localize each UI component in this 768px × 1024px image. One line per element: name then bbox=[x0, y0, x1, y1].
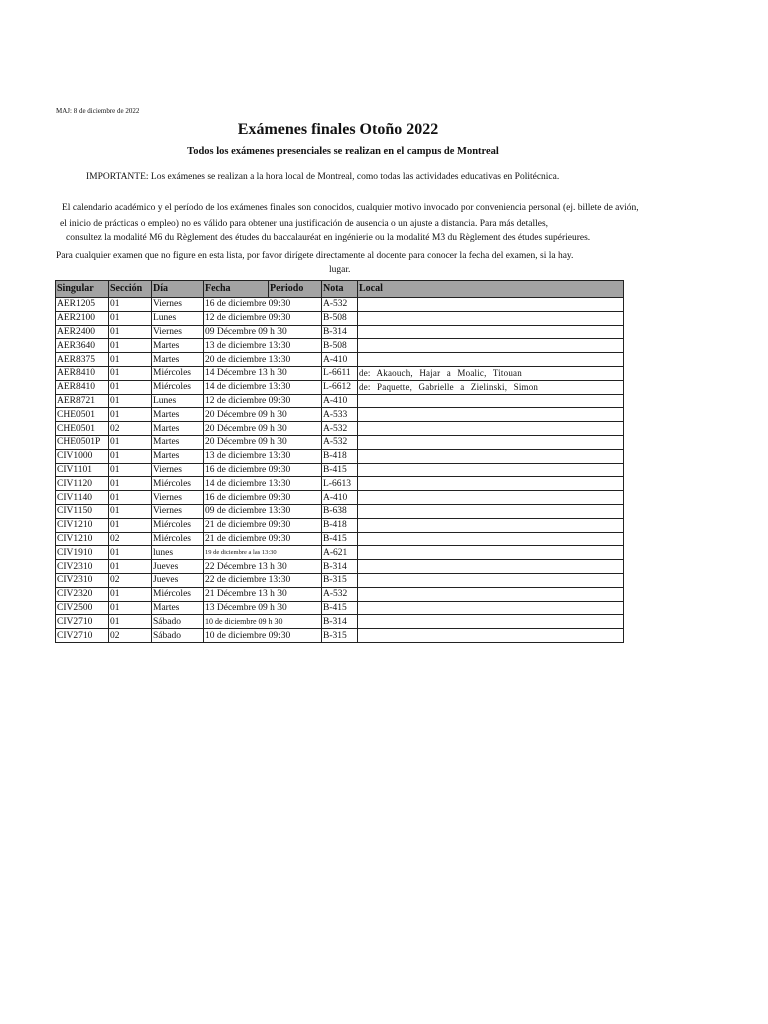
cell-seccion: 01 bbox=[109, 560, 152, 574]
table-row bbox=[56, 298, 624, 312]
cell-fecha: 13 Décembre 09 h 30 bbox=[204, 601, 322, 615]
cell-fecha: 21 Décembre 13 h 30 bbox=[204, 587, 322, 601]
table-row bbox=[56, 463, 624, 477]
cell-singular: CIV2320 bbox=[56, 587, 109, 601]
column-header-periodo: Periodo bbox=[269, 281, 322, 298]
cell-singular: CIV1000 bbox=[56, 449, 109, 463]
table-row bbox=[56, 394, 624, 408]
cell-local: de: Paquette, Gabrielle a Zielinski, Simon bbox=[358, 380, 624, 394]
cell-nota: B-418 bbox=[322, 518, 358, 532]
cell-seccion: 02 bbox=[109, 573, 152, 587]
page-subtitle: Todos los exámenes presenciales se realizan en el campus de Montreal bbox=[187, 146, 499, 157]
table-row bbox=[56, 477, 624, 491]
cell-nota: B-315 bbox=[322, 629, 358, 643]
cell-singular: CIV1910 bbox=[56, 546, 109, 560]
cell-seccion: 01 bbox=[109, 353, 152, 367]
cell-dia: Jueves bbox=[152, 573, 204, 587]
cell-singular: AER8410 bbox=[56, 366, 109, 380]
cell-seccion: 01 bbox=[109, 587, 152, 601]
policy-paragraph-line-3: consultez la modalité M6 du Règlement des études du baccalauréat en ingénierie ou la modalité M3 du Règlement des études supérieures. bbox=[66, 233, 591, 243]
table-row bbox=[56, 449, 624, 463]
cell-local bbox=[358, 601, 624, 615]
cell-seccion: 02 bbox=[109, 422, 152, 436]
cell-nota: B-415 bbox=[322, 601, 358, 615]
cell-fecha: 10 de diciembre 09:30 bbox=[204, 629, 322, 643]
cell-nota: B-314 bbox=[322, 325, 358, 339]
cell-fecha: 16 de diciembre 09:30 bbox=[204, 491, 322, 505]
cell-dia: Viernes bbox=[152, 463, 204, 477]
cell-fecha: 20 Décembre 09 h 30 bbox=[204, 422, 322, 436]
cell-singular: CIV2310 bbox=[56, 560, 109, 574]
exam-table-body bbox=[56, 298, 624, 643]
cell-fecha: 22 Décembre 13 h 30 bbox=[204, 560, 322, 574]
cell-seccion: 02 bbox=[109, 532, 152, 546]
table-row bbox=[56, 560, 624, 574]
cell-fecha: 14 de diciembre 13:30 bbox=[204, 477, 322, 491]
cell-fecha: 21 de diciembre 09:30 bbox=[204, 518, 322, 532]
cell-seccion: 01 bbox=[109, 615, 152, 629]
column-header-local: Local bbox=[358, 281, 624, 298]
table-header-row bbox=[56, 281, 624, 298]
cell-seccion: 01 bbox=[109, 298, 152, 312]
cell-nota: A-532 bbox=[322, 435, 358, 449]
cell-dia: Jueves bbox=[152, 560, 204, 574]
table-row bbox=[56, 408, 624, 422]
cell-seccion: 01 bbox=[109, 408, 152, 422]
cell-seccion: 01 bbox=[109, 435, 152, 449]
missing-exam-notice: Para cualquier examen que no figure en esta lista, por favor dirígete directamente al docente para conocer la fecha del examen, si la hay. bbox=[56, 251, 574, 261]
column-header-seccion: Sección bbox=[109, 281, 152, 298]
cell-local bbox=[358, 435, 624, 449]
table-row bbox=[56, 573, 624, 587]
table-row bbox=[56, 366, 624, 380]
cell-singular: CHE0501 bbox=[56, 408, 109, 422]
cell-seccion: 01 bbox=[109, 380, 152, 394]
cell-dia: Miércoles bbox=[152, 587, 204, 601]
cell-nota: B-314 bbox=[322, 560, 358, 574]
cell-singular: CIV1101 bbox=[56, 463, 109, 477]
cell-singular: AER8375 bbox=[56, 353, 109, 367]
column-header-nota: Nota bbox=[322, 281, 358, 298]
cell-local bbox=[358, 491, 624, 505]
cell-local bbox=[358, 477, 624, 491]
cell-fecha: 16 de diciembre 09:30 bbox=[204, 298, 322, 312]
cell-local bbox=[358, 587, 624, 601]
cell-fecha: 10 de diciembre 09 h 30 bbox=[204, 615, 322, 629]
cell-nota: B-418 bbox=[322, 449, 358, 463]
policy-paragraph-line-2: el inicio de prácticas o empleo) no es válido para obtener una justificación de ausencia o un ajuste a distancia. Para más detalles, bbox=[60, 219, 549, 229]
cell-fecha: 20 Décembre 09 h 30 bbox=[204, 408, 322, 422]
cell-dia: Martes bbox=[152, 353, 204, 367]
cell-dia: Viernes bbox=[152, 298, 204, 312]
cell-singular: CIV1120 bbox=[56, 477, 109, 491]
cell-nota: L-6611 bbox=[322, 366, 358, 380]
cell-fecha: 09 Décembre 09 h 30 bbox=[204, 325, 322, 339]
cell-local bbox=[358, 560, 624, 574]
cell-dia: Martes bbox=[152, 601, 204, 615]
missing-exam-notice-end: lugar. bbox=[329, 265, 351, 275]
cell-dia: Miércoles bbox=[152, 380, 204, 394]
cell-fecha: 13 de diciembre 13:30 bbox=[204, 339, 322, 353]
cell-singular: CIV1210 bbox=[56, 518, 109, 532]
cell-singular: AER3640 bbox=[56, 339, 109, 353]
column-header-singular: Singular bbox=[56, 281, 109, 298]
cell-nota: B-508 bbox=[322, 339, 358, 353]
cell-fecha: 20 Décembre 09 h 30 bbox=[204, 435, 322, 449]
cell-local bbox=[358, 449, 624, 463]
cell-local bbox=[358, 532, 624, 546]
update-date: MAJ: 8 de diciembre de 2022 bbox=[56, 107, 140, 115]
cell-singular: CHE0501P bbox=[56, 435, 109, 449]
table-row bbox=[56, 601, 624, 615]
table-row bbox=[56, 380, 624, 394]
cell-singular: AER1205 bbox=[56, 298, 109, 312]
cell-seccion: 01 bbox=[109, 311, 152, 325]
cell-singular: CIV1210 bbox=[56, 532, 109, 546]
cell-fecha: 22 de diciembre 13:30 bbox=[204, 573, 322, 587]
table-row bbox=[56, 353, 624, 367]
cell-nota: A-410 bbox=[322, 394, 358, 408]
cell-singular: CIV1150 bbox=[56, 504, 109, 518]
cell-dia: Viernes bbox=[152, 325, 204, 339]
cell-local bbox=[358, 615, 624, 629]
cell-singular: CIV2310 bbox=[56, 573, 109, 587]
cell-singular: AER2100 bbox=[56, 311, 109, 325]
column-header-dia: Día bbox=[152, 281, 204, 298]
cell-nota: A-532 bbox=[322, 298, 358, 312]
cell-dia: Lunes bbox=[152, 311, 204, 325]
cell-local bbox=[358, 394, 624, 408]
cell-local bbox=[358, 422, 624, 436]
cell-local bbox=[358, 339, 624, 353]
cell-dia: Miércoles bbox=[152, 532, 204, 546]
cell-fecha: 19 de diciembre a las 13:30 bbox=[204, 546, 322, 560]
cell-dia: Martes bbox=[152, 408, 204, 422]
cell-local bbox=[358, 629, 624, 643]
cell-seccion: 01 bbox=[109, 546, 152, 560]
cell-dia: Miércoles bbox=[152, 518, 204, 532]
cell-dia: Sábado bbox=[152, 629, 204, 643]
cell-fecha: 12 de diciembre 09:30 bbox=[204, 311, 322, 325]
cell-seccion: 02 bbox=[109, 629, 152, 643]
cell-nota: B-415 bbox=[322, 463, 358, 477]
cell-seccion: 01 bbox=[109, 477, 152, 491]
cell-fecha: 09 de diciembre 13:30 bbox=[204, 504, 322, 518]
cell-local bbox=[358, 518, 624, 532]
cell-singular: CHE0501 bbox=[56, 422, 109, 436]
cell-local bbox=[358, 311, 624, 325]
table-row bbox=[56, 504, 624, 518]
cell-nota: B-508 bbox=[322, 311, 358, 325]
cell-local bbox=[358, 325, 624, 339]
cell-local bbox=[358, 546, 624, 560]
table-row bbox=[56, 518, 624, 532]
cell-dia: Miércoles bbox=[152, 366, 204, 380]
cell-seccion: 01 bbox=[109, 601, 152, 615]
cell-singular: AER8410 bbox=[56, 380, 109, 394]
cell-dia: Lunes bbox=[152, 394, 204, 408]
cell-dia: Viernes bbox=[152, 491, 204, 505]
cell-nota: B-638 bbox=[322, 504, 358, 518]
cell-dia: Martes bbox=[152, 449, 204, 463]
cell-singular: CIV2710 bbox=[56, 615, 109, 629]
table-row bbox=[56, 339, 624, 353]
cell-dia: Martes bbox=[152, 435, 204, 449]
cell-dia: Sábado bbox=[152, 615, 204, 629]
table-row bbox=[56, 546, 624, 560]
policy-paragraph-line-1: El calendario académico y el período de los exámenes finales son conocidos, cualquier motivo invocado por conveniencia personal (ej. billete de avión, bbox=[62, 203, 639, 213]
cell-local bbox=[358, 353, 624, 367]
table-row bbox=[56, 325, 624, 339]
cell-fecha: 16 de diciembre 09:30 bbox=[204, 463, 322, 477]
cell-dia: Martes bbox=[152, 422, 204, 436]
page-title: Exámenes finales Otoño 2022 bbox=[237, 121, 439, 138]
cell-fecha: 14 de diciembre 13:30 bbox=[204, 380, 322, 394]
cell-nota: A-410 bbox=[322, 353, 358, 367]
cell-nota: A-533 bbox=[322, 408, 358, 422]
cell-nota: A-532 bbox=[322, 422, 358, 436]
cell-seccion: 01 bbox=[109, 339, 152, 353]
cell-fecha: 14 Décembre 13 h 30 bbox=[204, 366, 322, 380]
cell-local: de: Akaouch, Hajar a Moalic, Titouan bbox=[358, 366, 624, 380]
cell-local bbox=[358, 573, 624, 587]
cell-nota: B-314 bbox=[322, 615, 358, 629]
cell-nota: A-410 bbox=[322, 491, 358, 505]
table-row bbox=[56, 629, 624, 643]
cell-dia: Martes bbox=[152, 339, 204, 353]
cell-local bbox=[358, 504, 624, 518]
cell-fecha: 13 de diciembre 13:30 bbox=[204, 449, 322, 463]
column-header-fecha: Fecha bbox=[204, 281, 269, 298]
cell-dia: Viernes bbox=[152, 504, 204, 518]
table-row bbox=[56, 422, 624, 436]
table-row bbox=[56, 491, 624, 505]
cell-nota: A-532 bbox=[322, 587, 358, 601]
cell-fecha: 20 de diciembre 13:30 bbox=[204, 353, 322, 367]
cell-fecha: 21 de diciembre 09:30 bbox=[204, 532, 322, 546]
cell-seccion: 01 bbox=[109, 518, 152, 532]
cell-nota: B-315 bbox=[322, 573, 358, 587]
cell-fecha: 12 de diciembre 09:30 bbox=[204, 394, 322, 408]
cell-seccion: 01 bbox=[109, 491, 152, 505]
cell-singular: CIV2710 bbox=[56, 629, 109, 643]
table-row bbox=[56, 532, 624, 546]
cell-local bbox=[358, 408, 624, 422]
cell-local bbox=[358, 463, 624, 477]
cell-seccion: 01 bbox=[109, 449, 152, 463]
cell-singular: AER8721 bbox=[56, 394, 109, 408]
cell-singular: CIV1140 bbox=[56, 491, 109, 505]
cell-seccion: 01 bbox=[109, 366, 152, 380]
cell-seccion: 01 bbox=[109, 325, 152, 339]
cell-nota: A-621 bbox=[322, 546, 358, 560]
cell-singular: AER2400 bbox=[56, 325, 109, 339]
table-row bbox=[56, 587, 624, 601]
cell-seccion: 01 bbox=[109, 394, 152, 408]
important-notice: IMPORTANTE: Los exámenes se realizan a la hora local de Montreal, como todas las actividades educativas en Politécnica. bbox=[86, 172, 560, 182]
cell-nota: L-6613 bbox=[322, 477, 358, 491]
exam-table bbox=[55, 280, 624, 643]
cell-nota: L-6612 bbox=[322, 380, 358, 394]
cell-nota: B-415 bbox=[322, 532, 358, 546]
cell-seccion: 01 bbox=[109, 504, 152, 518]
cell-singular: CIV2500 bbox=[56, 601, 109, 615]
cell-local bbox=[358, 298, 624, 312]
cell-dia: lunes bbox=[152, 546, 204, 560]
cell-seccion: 01 bbox=[109, 463, 152, 477]
table-row bbox=[56, 311, 624, 325]
cell-dia: Miércoles bbox=[152, 477, 204, 491]
table-row bbox=[56, 615, 624, 629]
table-row bbox=[56, 435, 624, 449]
